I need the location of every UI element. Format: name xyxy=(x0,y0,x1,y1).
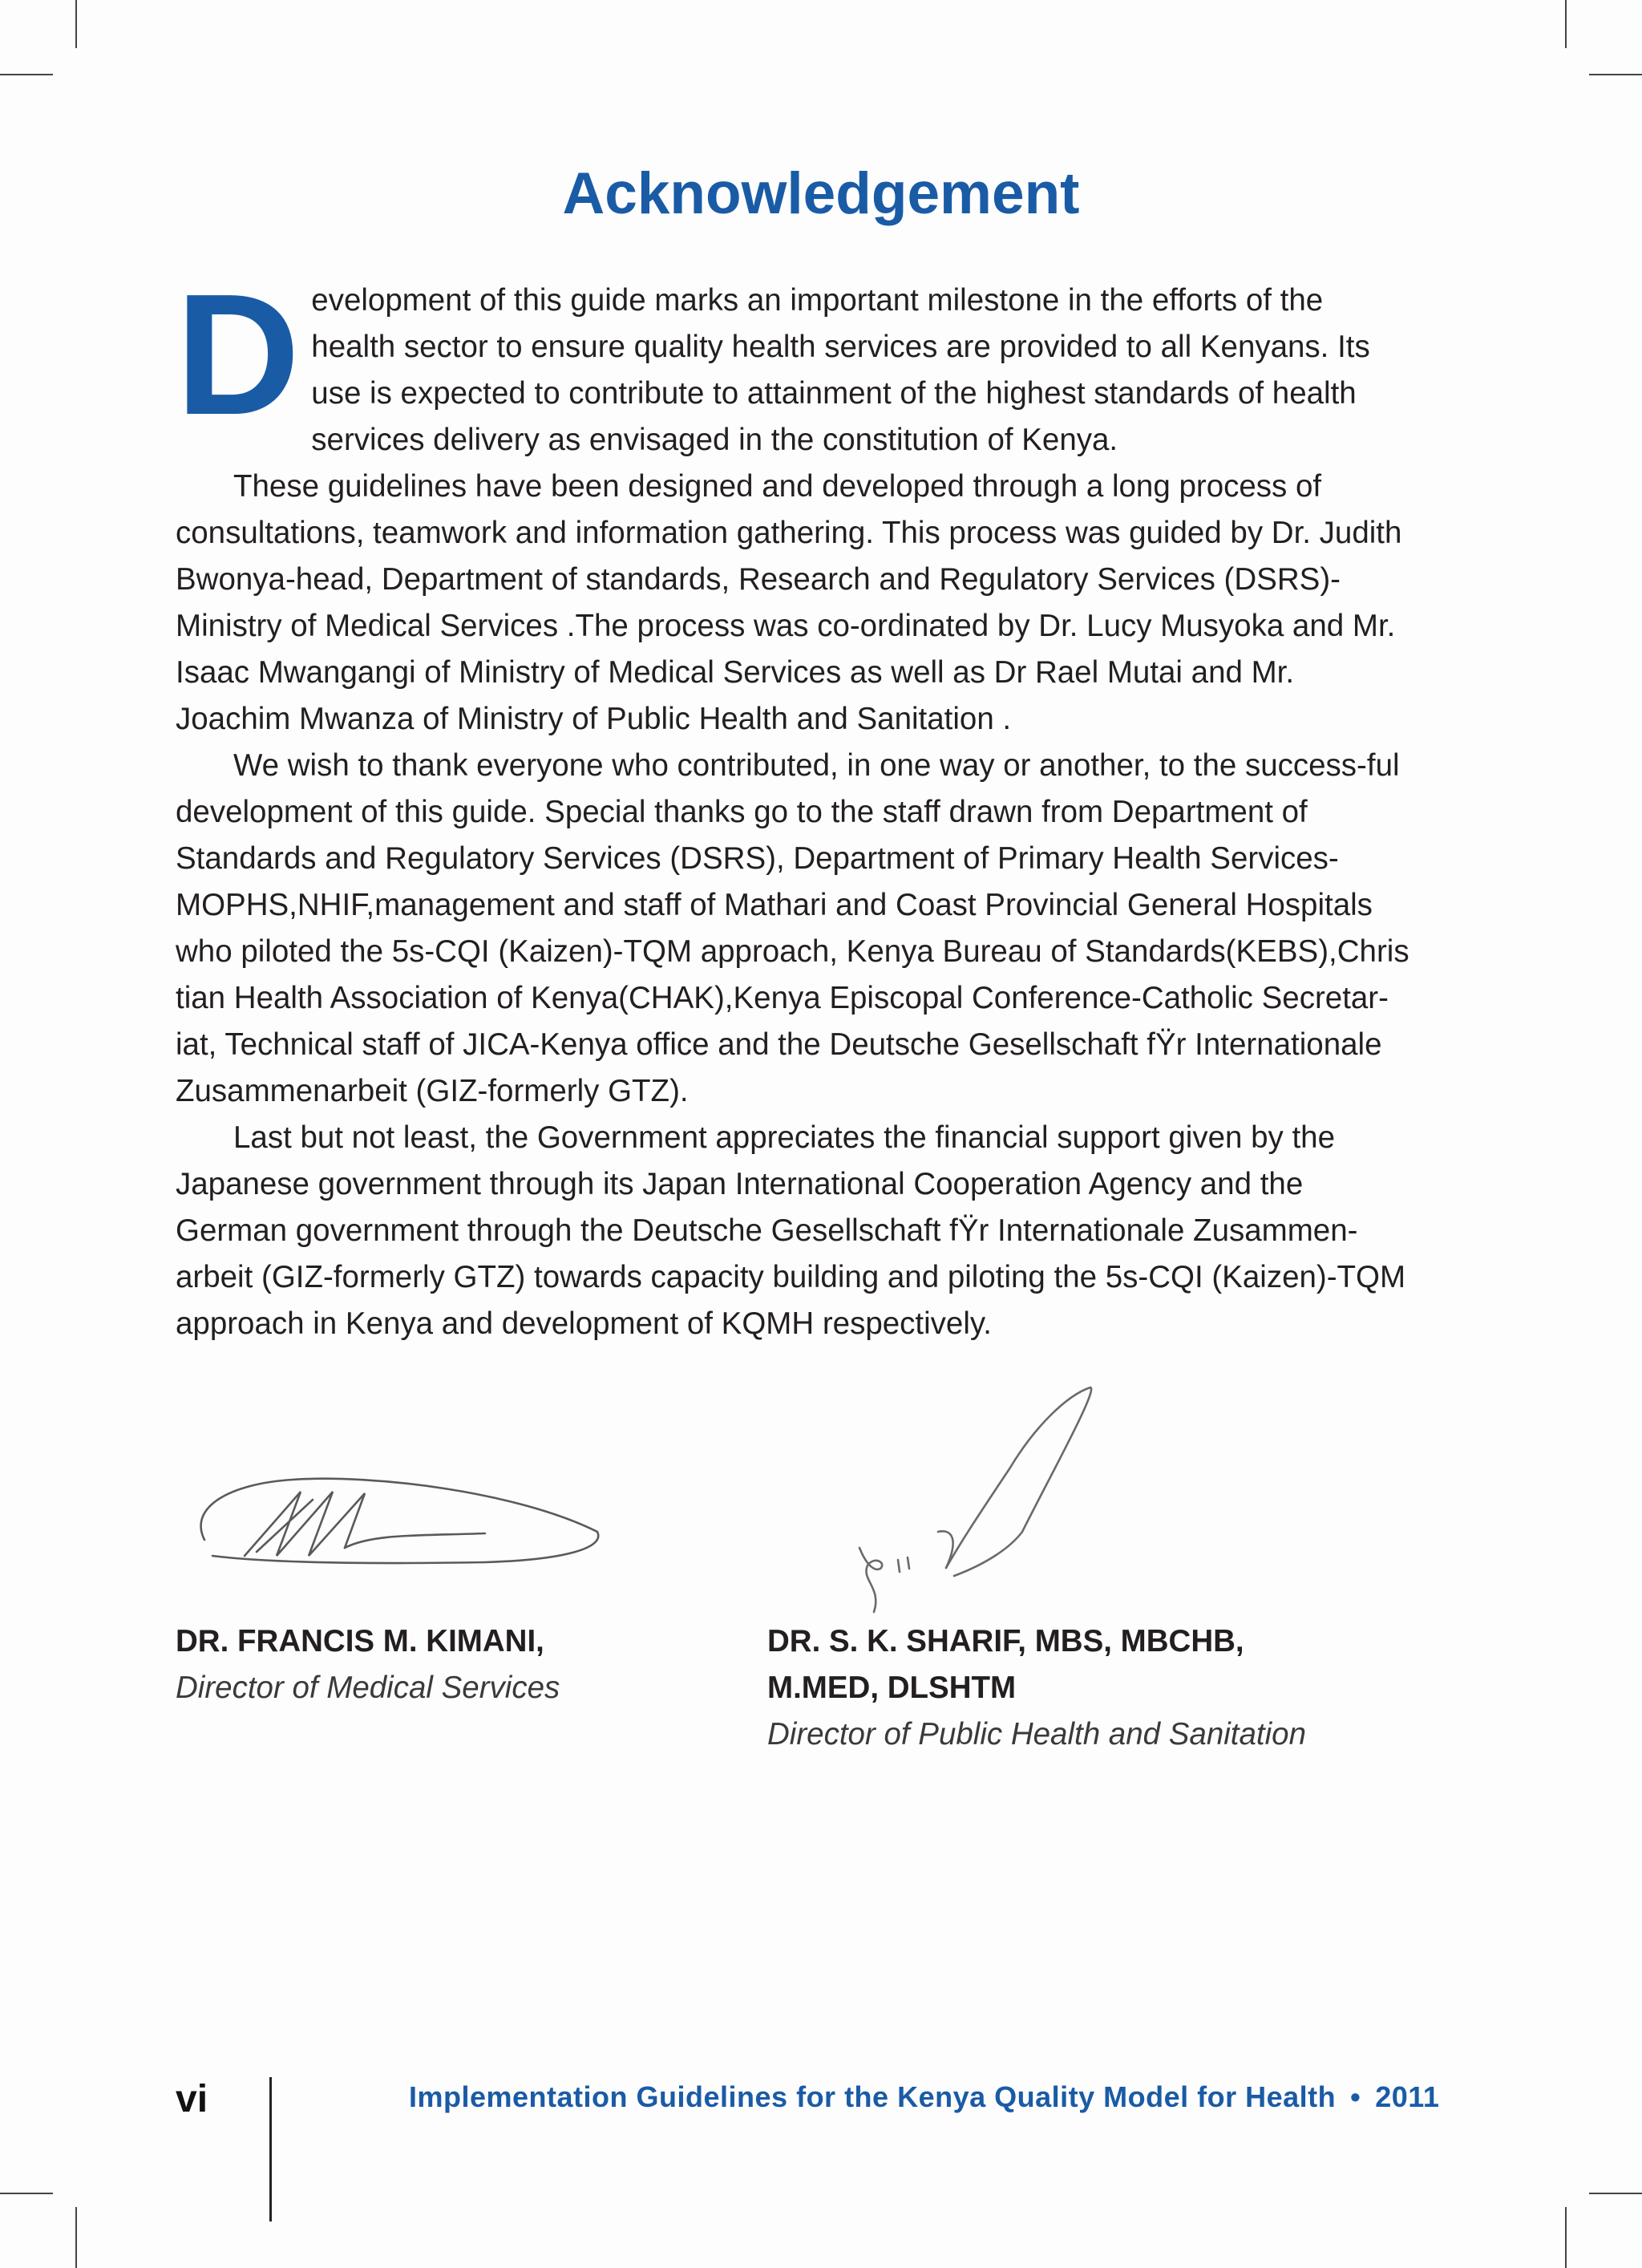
signatory-name: DR. S. K. SHARIF, MBS, MBCHB, xyxy=(767,1624,1244,1658)
signatory-kimani xyxy=(176,1618,560,1711)
running-footer xyxy=(409,2080,1439,2114)
crop-mark xyxy=(0,74,53,75)
signature-sharif xyxy=(850,1379,1106,1620)
paragraph: We wish to thank everyone who contributed, in one way or another, to the success-ful development of this guide. Special thanks go to the staff drawn from Department of Standards and Regulatory Services (DSRS), Department of Primary Health Services-MOPHS,NHIF,management and staff of Mathari and Coast Provincial General Hospitals who piloted the 5s-CQI (Kaizen)-TQM approach, Kenya Bureau of Standards(KEBS),Chris tian Health Association of Kenya(CHAK),Kenya Episcopal Conference-Catholic Secretar-iat, Technical staff of JICA-Kenya office and the Deutsche Gesellschaft fŸr Internationale Zusammenarbeit (GIZ-formerly GTZ). xyxy=(176,748,1409,1108)
crop-mark xyxy=(1565,2207,1567,2268)
page-number: vi xyxy=(176,2078,208,2120)
paragraph: Last but not least, the Government appreciates the financial support given by the Japanese government through its Japan International Cooperation Agency and the German government through the Deutsche Gesellschaft fŸr Internationale Zusammen-arbeit (GIZ-formerly GTZ) towards capacity building and piloting the 5s-CQI (Kaizen)-TQM approach in Kenya and development of KQMH respectively. xyxy=(176,1120,1406,1341)
signatory-name-line2: M.MED, DLSHTM xyxy=(767,1671,1017,1705)
publication-year: 2011 xyxy=(1375,2080,1440,2113)
signatory-sharif xyxy=(767,1618,1306,1758)
crop-mark xyxy=(75,2207,77,2268)
paragraph xyxy=(176,257,1414,464)
signature-kimani xyxy=(180,1444,613,1580)
crop-mark xyxy=(1565,0,1567,48)
drop-cap: D xyxy=(176,257,301,451)
page-title: Acknowledgement xyxy=(562,161,1080,226)
paragraph: These guidelines have been designed and developed through a long process of consultations, teamwork and information gathering. This process was guided by Dr. Judith Bwonya-head, Department of standards, Research and Regulatory Services (DSRS)-Ministry of Medical Services .The process was co-ordinated by Dr. Lucy Musyoka and Mr. Isaac Mwangangi of Ministry of Medical Services as well as Dr Rael Mutai and Mr. Joachim Mwanza of Ministry of Public Health and Sanitation . xyxy=(176,469,1402,736)
crop-mark xyxy=(1589,2193,1642,2194)
crop-mark xyxy=(0,2193,53,2194)
crop-mark xyxy=(1589,74,1642,75)
footer-divider xyxy=(269,2077,272,2221)
signatory-name: DR. FRANCIS M. KIMANI, xyxy=(176,1624,544,1658)
bullet-separator: • xyxy=(1350,2080,1361,2113)
body-text xyxy=(176,257,1414,1347)
publication-title: Implementation Guidelines for the Kenya Quality Model for Health xyxy=(409,2080,1337,2113)
crop-mark xyxy=(75,0,77,48)
signatory-role: Director of Medical Services xyxy=(176,1671,560,1705)
paragraph-text: evelopment of this guide marks an important milestone in the efforts of the health sector to ensure quality health services are provided to all Kenyans. Its use is expected to contribute to attainment of the highest standards of health services delivery as envisaged in the constitution of Kenya. xyxy=(311,283,1370,457)
signatory-role: Director of Public Health and Sanitation xyxy=(767,1717,1306,1752)
